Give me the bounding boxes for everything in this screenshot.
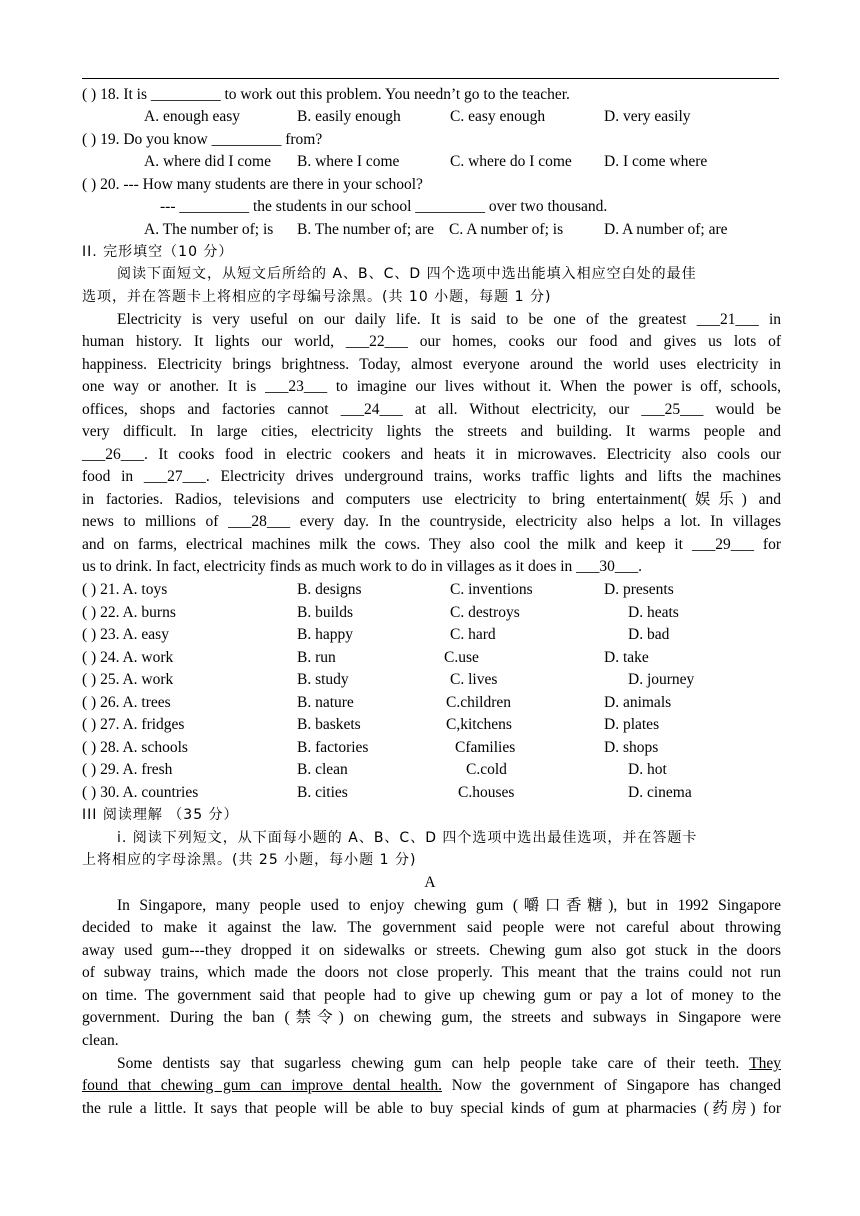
underlined-sentence: found that chewing gum can improve dental health.	[82, 1077, 443, 1094]
cloze-question-21: ( ) 21. A. toys	[82, 581, 168, 598]
cloze-option-c: C.cold	[466, 761, 507, 778]
cloze-question-26: ( ) 26. A. trees	[82, 694, 171, 711]
cloze-question-23: ( ) 23. A. easy	[82, 626, 169, 643]
passage-a-line: decided to make it against the law. The government said people were not careful about throwing	[82, 919, 781, 936]
section-2-heading: II. 完形填空（10 分）	[82, 244, 234, 260]
q20-stem: ( ) 20. --- How many students are there in your school?	[82, 176, 423, 193]
underlined-sentence: They	[749, 1055, 781, 1072]
q20-option-b: B. The number of; are	[297, 221, 435, 238]
passage-line: news to millions of ___28___ every day. In the countryside, electricity also helps a lot. In villages	[82, 513, 781, 530]
cloze-option-b: B. builds	[297, 604, 353, 621]
cloze-option-c: C,kitchens	[446, 716, 512, 733]
passage-a-p2-line-3: the rule a little. It says that people will be able to buy special kinds of gum at pharmacies (药房) for	[82, 1100, 781, 1117]
passage-line: in factories. Radios, televisions and computers use electricity to bring entertainment(娱乐) and	[82, 491, 781, 508]
q20-option-c: C. A number of; is	[449, 221, 564, 238]
cloze-option-c: Cfamilies	[455, 739, 516, 756]
passage-a-line: In Singapore, many people used to enjoy chewing gum (嚼口香糖), but in 1992 Singapore	[117, 897, 781, 914]
section-3-instructions-1: i. 阅读下列短文，从下面每小题的 A、B、C、D 四个选项中选出最佳选项，并在答题卡	[117, 830, 698, 846]
cloze-option-b: B. run	[297, 649, 336, 666]
cloze-option-b: B. nature	[297, 694, 354, 711]
passage-a-line: clean.	[82, 1032, 119, 1049]
top-rule	[82, 78, 779, 79]
cloze-option-d: D. cinema	[628, 784, 692, 801]
q18-option-a: A. enough easy	[144, 108, 240, 125]
q18-option-d: D. very easily	[604, 108, 691, 125]
passage-line: us to drink. In fact, electricity finds as much work to do in villages as it does in ___30___.	[82, 558, 643, 575]
cloze-option-d: D. journey	[628, 671, 695, 688]
cloze-option-d: D. plates	[604, 716, 660, 733]
section-3-instructions-2: 上将相应的字母涂黑。(共 25 小题，每小题 1 分)	[82, 852, 417, 868]
passage-a-p2-text: Some dentists say that sugarless chewing gum can help people take care of their teeth.	[117, 1055, 740, 1072]
cloze-option-b: B. happy	[297, 626, 353, 643]
cloze-question-24: ( ) 24. A. work	[82, 649, 174, 666]
cloze-option-d: D. animals	[604, 694, 672, 711]
cloze-option-b: B. baskets	[297, 716, 361, 733]
passage-line: very difficult. In large cities, electricity lights the streets and building. It warms people and	[82, 423, 781, 440]
passage-a-title: A	[424, 874, 436, 891]
passage-line: ___26___. It cooks food in electric cookers and heats it in microwaves. Electricity also cools our	[82, 446, 781, 463]
cloze-question-28: ( ) 28. A. schools	[82, 739, 188, 756]
q18-stem: ( ) 18. It is _________ to work out this problem. You needn’t go to the teacher.	[82, 86, 570, 103]
section-3-heading: III 阅读理解 （35 分）	[82, 807, 239, 823]
passage-a-p2-text: Now the government of Singapore has changed	[451, 1077, 781, 1094]
q19-option-c: C. where do I come	[450, 153, 572, 170]
q18-option-b: B. easily enough	[297, 108, 401, 125]
cloze-option-c: C. hard	[450, 626, 496, 643]
passage-line: food in ___27___. Electricity drives underground trains, works traffic lights and lifts the machines	[82, 468, 781, 485]
cloze-question-30: ( ) 30. A. countries	[82, 784, 199, 801]
cloze-option-b: B. cities	[297, 784, 348, 801]
passage-a-p2-line-1	[117, 1054, 781, 1074]
cloze-option-c: C.houses	[458, 784, 515, 801]
cloze-option-d: D. hot	[628, 761, 667, 778]
cloze-option-d: D. take	[604, 649, 649, 666]
cloze-option-b: B. study	[297, 671, 349, 688]
cloze-option-d: D. heats	[628, 604, 679, 621]
q18-option-c: C. easy enough	[450, 108, 546, 125]
passage-a-line: away used gum---they dropped it on sidewalks or streets. Chewing gum also got stuck in the doors	[82, 942, 781, 959]
passage-a-p2-line-2	[82, 1076, 781, 1096]
cloze-question-27: ( ) 27. A. fridges	[82, 716, 185, 733]
cloze-option-c: C.use	[444, 649, 479, 666]
q19-option-b: B. where I come	[297, 153, 400, 170]
cloze-option-b: B. clean	[297, 761, 348, 778]
cloze-question-25: ( ) 25. A. work	[82, 671, 174, 688]
q19-stem: ( ) 19. Do you know _________ from?	[82, 131, 323, 148]
passage-line: and on farms, electrical machines milk the cows. They also cool the milk and keep it ___29___ for	[82, 536, 781, 553]
cloze-option-c: C. lives	[450, 671, 498, 688]
passage-line: offices, shops and factories cannot ___24___ at all. Without electricity, our ___25___ would be	[82, 401, 781, 418]
cloze-option-d: D. shops	[604, 739, 659, 756]
q19-option-a: A. where did I come	[144, 153, 271, 170]
q19-option-d: D. I come where	[604, 153, 708, 170]
passage-line: one way or another. It is ___23___ to imagine our lives without it. When the power is off, schools,	[82, 378, 781, 395]
passage-line: happiness. Electricity brings brightness. Today, almost everyone around the world uses electricity in	[82, 356, 781, 373]
cloze-option-c: C. inventions	[450, 581, 533, 598]
cloze-option-d: D. bad	[628, 626, 670, 643]
q20-option-d: D. A number of; are	[604, 221, 728, 238]
passage-line: Electricity is very useful on our daily life. It is said to be one of the greatest ___21___ in	[117, 311, 781, 328]
cloze-question-29: ( ) 29. A. fresh	[82, 761, 173, 778]
cloze-option-b: B. factories	[297, 739, 369, 756]
q20-stem-2: --- _________ the students in our school _________ over two thousand.	[160, 198, 608, 215]
cloze-option-c: C.children	[446, 694, 511, 711]
cloze-option-c: C. destroys	[450, 604, 520, 621]
section-2-instructions-2: 选项，并在答题卡上将相应的字母编号涂黑。(共 10 小题，每题 1 分)	[82, 289, 552, 305]
passage-a-line: on time. The government said that people had to give up chewing gum or pay a lot of money to the	[82, 987, 781, 1004]
cloze-option-d: D. presents	[604, 581, 674, 598]
passage-a-line: government. During the ban (禁令) on chewing gum, the streets and subways in Singapore were	[82, 1009, 781, 1026]
cloze-option-b: B. designs	[297, 581, 362, 598]
passage-a-line: of subway trains, which made the doors not close properly. This meant that the trains could not run	[82, 964, 781, 981]
passage-line: human history. It lights our world, ___22___ our homes, cooks our food and gives us lots of	[82, 333, 781, 350]
q20-option-a: A. The number of; is	[144, 221, 274, 238]
section-2-instructions-1: 阅读下面短文，从短文后所给的 A、B、C、D 四个选项中选出能填入相应空白处的最佳	[117, 266, 697, 282]
cloze-question-22: ( ) 22. A. burns	[82, 604, 176, 621]
